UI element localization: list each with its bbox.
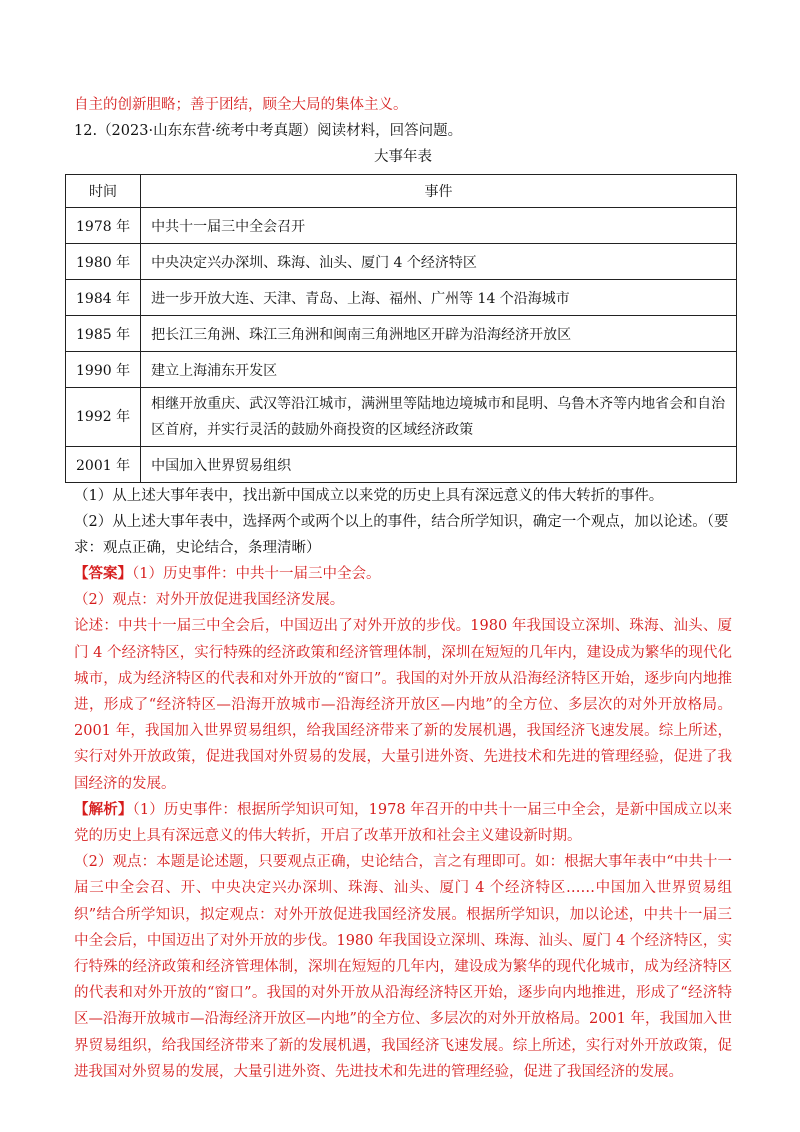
table-caption: 大事年表 xyxy=(374,149,432,165)
row-event: 中国加入世界贸易组织 xyxy=(141,447,737,483)
row-event: 进一步开放大连、天津、青岛、上海、福州、广州等 14 个沿海城市 xyxy=(141,280,737,316)
table-header-row xyxy=(66,175,737,208)
row-event: 中共十一届三中全会召开 xyxy=(141,208,737,244)
question-source: （2023·山东东营·统考中考真题）阅读材料，回答问题。 xyxy=(97,123,463,139)
row-year: 1980 年 xyxy=(66,244,141,280)
question-header xyxy=(74,118,732,144)
header-time: 时间 xyxy=(66,175,141,208)
row-year: 1990 年 xyxy=(66,352,141,388)
sub-question-2: （2）从上述大事年表中，选择两个或两个以上的事件，结合所学知识，确定一个观点，加以论述。（要求：观点正确，史论结合，条理清晰） xyxy=(74,514,729,556)
row-event: 中央决定兴办深圳、珠海、汕头、厦门 4 个经济特区 xyxy=(141,244,737,280)
answer-argument: 论述：中共十一届三中全会后，中国迈出了对外开放的步伐。1980 年我国设立深圳、珠海、汕头、厦门 4 个经济特区，实行特殊的经济政策和经济管理体制，深圳在短短的几年内，建设成为繁华的现代化城市，成为经济特区的代表和对外开放的“窗口”。我国的对外开放从沿海经济特区开始，逐步向内地推进，形成了“经济特区—沿海开放城市—沿海经济开放区—内地”的全方位、多层次的对外开放格局。2001 年，我国加入世界贸易组织，给我国经济带来了新的发展机遇，我国经济飞速发展。综上所述，实行对外开放政策，促进我国对外贸易的发展，大量引进外资、先进技术和先进的管理经验，促进了我国经济的发展。 xyxy=(74,618,732,792)
analysis-tag: 【解析】 xyxy=(74,800,133,818)
table-row xyxy=(66,388,737,447)
answer-part-1-text: （1）历史事件：中共十一届三中全会。 xyxy=(132,566,381,582)
row-year: 1984 年 xyxy=(66,280,141,316)
answer-tag: 【答案】 xyxy=(74,565,132,582)
intro-line: 自主的创新胆略；善于团结，顾全大局的集体主义。 xyxy=(74,97,408,113)
table-row xyxy=(66,316,737,352)
row-year: 1985 年 xyxy=(66,316,141,352)
analysis-part-1 xyxy=(74,797,732,849)
row-year: 2001 年 xyxy=(66,447,141,483)
analysis-part-1-text: （1）历史事件：根据所学知识可知，1978 年召开的中共十一届三中全会，是新中国成立以来党的历史上具有深远意义的伟大转折，开启了改革开放和社会主义建设新时期。 xyxy=(74,801,733,845)
header-event: 事件 xyxy=(141,175,737,208)
answer-part-2: （2）观点：对外开放促进我国经济发展。 xyxy=(74,592,345,609)
sub-question-1: （1）从上述大事年表中，找出新中国成立以来党的历史上具有深远意义的伟大转折的事件。 xyxy=(74,488,664,504)
row-event: 把长江三角洲、珠江三角洲和闽南三角洲地区开辟为沿海经济开放区 xyxy=(141,316,737,352)
row-event: 建立上海浦东开发区 xyxy=(141,352,737,388)
analysis-part-2: （2）观点：本题是论述题，只要观点正确，史论结合，言之有理即可。如：根据大事年表中“中共十一届三中全会召、开、中央决定兴办深圳、珠海、汕头、厦门 4 个经济特区……中国加入世界贸易组织”结合所学知识，拟定观点：对外开放促进我国经济发展。根据所学知识，加以论述，中共十一届三中全会后，中国迈出了对外开放的步伐。1980 年我国设立深圳、珠海、汕头、厦门 4 个经济特区，实行特殊的经济政策和经济管理体制，深圳在短短的几年内，建设成为繁华的现代化城市，成为经济特区的代表和对外开放的“窗口”。我国的对外开放从沿海经济特区开始，逐步向内地推进，形成了“经济特区—沿海开放城市—沿海经济开放区—内地”的全方位、多层次的对外开放格局。2001 年，我国加入世界贸易组织，给我国经济带来了新的发展机遇，我国经济飞速发展。综上所述，实行对外开放政策，促进我国对外贸易的发展，大量引进外资、先进技术和先进的管理经验，促进了我国经济的发展。 xyxy=(74,854,732,1080)
row-year: 1978 年 xyxy=(66,208,141,244)
table-row xyxy=(66,244,737,280)
row-year: 1992 年 xyxy=(66,388,141,447)
document-page xyxy=(74,92,732,1085)
table-row xyxy=(66,208,737,244)
row-event: 相继开放重庆、武汉等沿江城市，满洲里等陆地边境城市和昆明、乌鲁木齐等内地省会和自治区首府，并实行灵活的鼓励外商投资的区域经济政策 xyxy=(141,388,737,447)
events-table xyxy=(65,174,737,483)
table-row xyxy=(66,280,737,316)
answer-part-1 xyxy=(74,561,732,587)
table-row xyxy=(66,352,737,388)
question-number: 12. xyxy=(74,123,98,139)
table-row xyxy=(66,447,737,483)
